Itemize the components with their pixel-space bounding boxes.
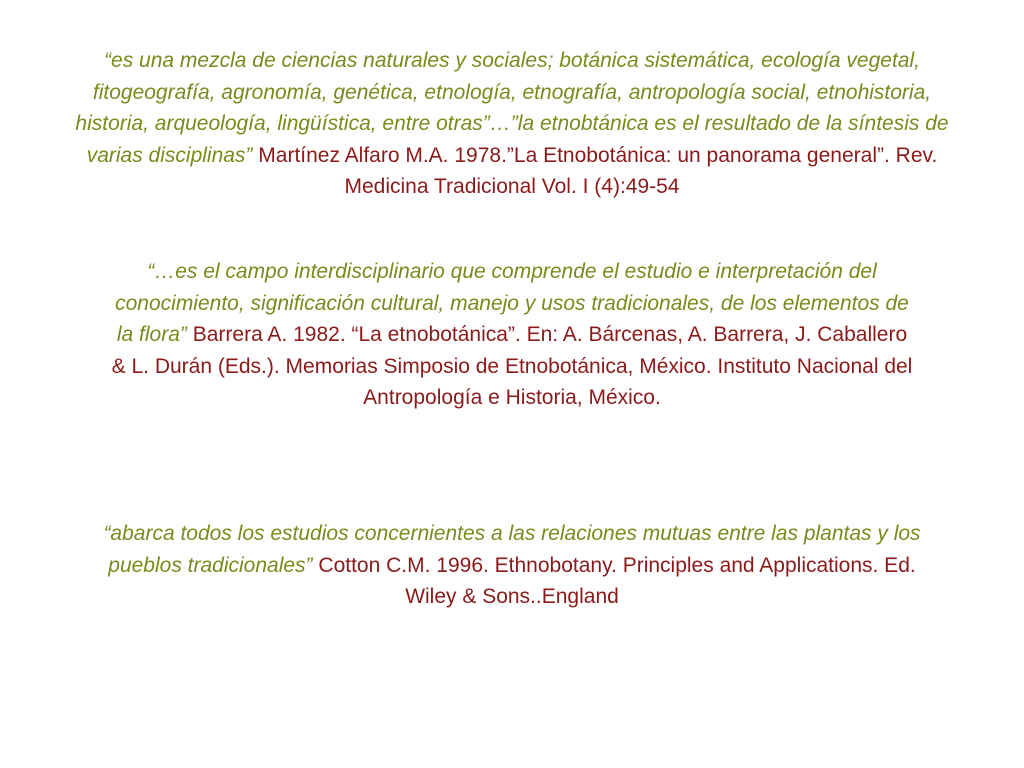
definition-citation-2: Barrera A. 1982. “La etnobotánica”. En: A. Bárcenas, A. Barrera, J. Caballero & L. Durán (Eds.). Memorias Simposio de Etnobotánica, México. Instituto Nacional del Antropología e Historia, México.: [111, 323, 913, 409]
definition-citation-3: Cotton C.M. 1996. Ethnobotany. Principles and Applications. Ed. Wiley & Sons..England: [318, 553, 916, 608]
definition-citation-1: Martínez Alfaro M.A. 1978.”La Etnobotánica: un panorama general”. Rev. Medicina Tradicional Vol. I (4):49-54: [258, 143, 938, 198]
definition-block-3: [97, 518, 927, 613]
definition-quote-2: “…es el campo interdisciplinario que comprende el estudio e interpretación del conocimiento, significación cultural, manejo y usos tradicionales, de los elementos de la flora”: [115, 260, 909, 346]
definition-quote-1: “es una mezcla de ciencias naturales y sociales; botánica sistemática, ecología vegetal, fitogeografía, agronomía, genética, etnología, etnografía, antropología social, etnohistoria, historia, arqueología, lingüística, entre otras”…”la etnobtánica es el resultado de la síntesis de varias disciplinas”: [75, 49, 949, 167]
definition-block-1: [62, 45, 962, 203]
definition-block-2: [108, 256, 916, 414]
definition-quote-3: “abarca todos los estudios concernientes a las relaciones mutuas entre las plantas y los pueblos tradicionales”: [103, 522, 921, 577]
